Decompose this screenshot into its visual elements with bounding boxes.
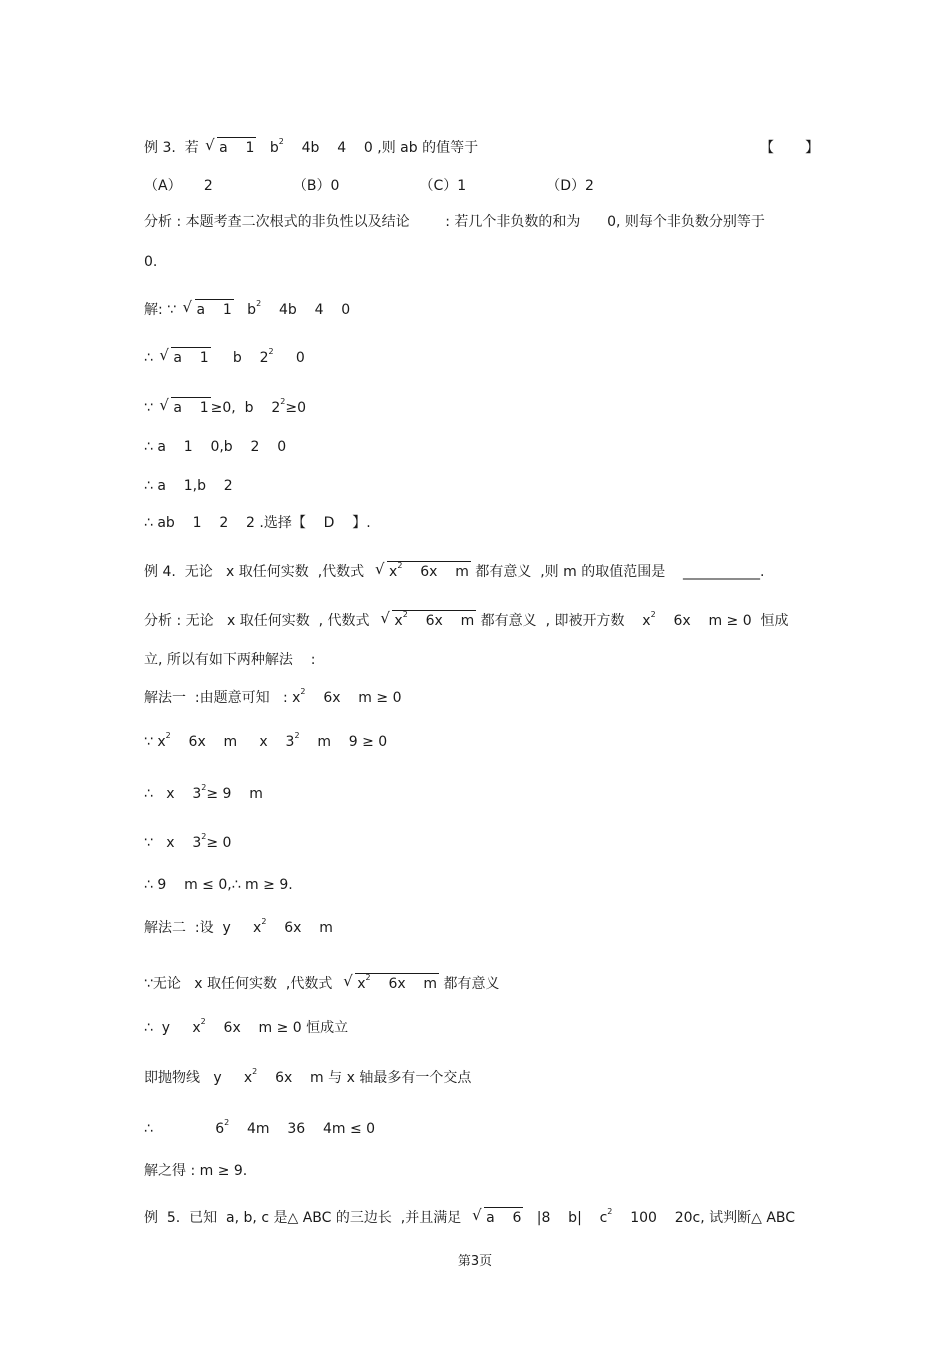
page-number: 第3页 bbox=[457, 1254, 493, 1269]
sqrt-symbol: √ a 1 bbox=[159, 347, 210, 367]
analysis-1-cont: 0. bbox=[144, 254, 158, 270]
sqrt-symbol: √ $x^2$ 6x m bbox=[375, 561, 471, 581]
sqrt-symbol: √ a 1 bbox=[205, 137, 256, 157]
method-2-title: 解法二 :设 y $x^2$ 6x m bbox=[144, 917, 333, 936]
method-1-step-4: ∵ x $3^2\ge 0$ bbox=[144, 832, 232, 851]
ex3-options: （A） 2 （B）0 （C）1 （D）2 bbox=[144, 178, 594, 194]
solution-line-3: ∵ √ a 1 ≥0, b $2^2\ge 0$ bbox=[144, 397, 306, 417]
method-1-title: 解法一 :由题意可知 : $x^2$ 6x m ≥ 0 bbox=[144, 687, 402, 706]
method-2-result: 解之得 : m ≥ 9. bbox=[144, 1163, 248, 1179]
solution-line-1: 解: ∵ √ a 1 $b^2$ 4b 4 0 bbox=[144, 299, 350, 319]
ex5-line: 例 5. 已知 a, b, c 是△ ABC 的三边长 ,并且满足 √ a 6 |8 b| $c^2$ 100 20c, 试判断△ ABC bbox=[144, 1207, 795, 1227]
analysis-1: 分析 : 本题考查二次根式的非负性以及结论 : 若几个非负数的和为 0, 则每个非负数分别等于 bbox=[144, 214, 765, 230]
method-2-step-5: ∴ $6^2$ 4m 36 4m ≤ 0 bbox=[144, 1118, 376, 1137]
solution-line-4: ∴ a 1 0,b 2 0 bbox=[144, 439, 287, 455]
solution-line-2: ∴ √ a 1 b $2^2$ 0 bbox=[144, 347, 305, 367]
method-2-step-3: ∴ y $x^2$ 6x m ≥ 0 恒成立 bbox=[144, 1017, 349, 1036]
solution-line-6: ∴ ab 1 2 2 .选择【 D 】. bbox=[144, 515, 371, 531]
method-1-step-5: ∴ 9 m ≤ 0,∴ m ≥ 9. bbox=[144, 877, 293, 893]
method-2-step-4: 即抛物线 y $x^2$ 6x m 与 x 轴最多有一个交点 bbox=[144, 1067, 472, 1086]
solution-line-5: ∴ a 1,b 2 bbox=[144, 478, 233, 494]
method-1-step-3: ∴ x $3^2\ge 9$ m bbox=[144, 783, 263, 802]
method-1-step-2: ∵ $x^2$ 6x m x $3^2$ m 9 ≥ 0 bbox=[144, 731, 388, 750]
analysis-2-cont: 立, 所以有如下两种解法 : bbox=[144, 652, 316, 668]
answer-bracket: 【 】 bbox=[760, 140, 820, 156]
ex4-line: 例 4. 无论 x 取任何实数 ,代数式 √ $x^2$ 6x m 都有意义 ,则 m 的取值范围是 ___________. bbox=[144, 561, 764, 581]
sqrt-symbol: √ a 6 bbox=[472, 1207, 523, 1227]
analysis-2: 分析 : 无论 x 取任何实数 , 代数式 √ $x^2$ 6x m 都有意义 , 即被开方数 $x^2$ 6x m ≥ 0 恒成 bbox=[144, 610, 789, 630]
sqrt-symbol: √ $x^2$ 6x m bbox=[380, 610, 476, 630]
sqrt-symbol: √ a 1 bbox=[183, 299, 234, 319]
sqrt-symbol: √ $x^2$ 6x m bbox=[343, 973, 439, 993]
ex3-line: 例 3. 若 √ a 1 $b^2$ 4b 4 0 ,则 ab 的值等于 bbox=[144, 137, 478, 157]
sqrt-symbol: √ a 1 bbox=[159, 397, 210, 417]
method-2-step-2: ∵无论 x 取任何实数 ,代数式 √ $x^2$ 6x m 都有意义 bbox=[144, 973, 500, 993]
